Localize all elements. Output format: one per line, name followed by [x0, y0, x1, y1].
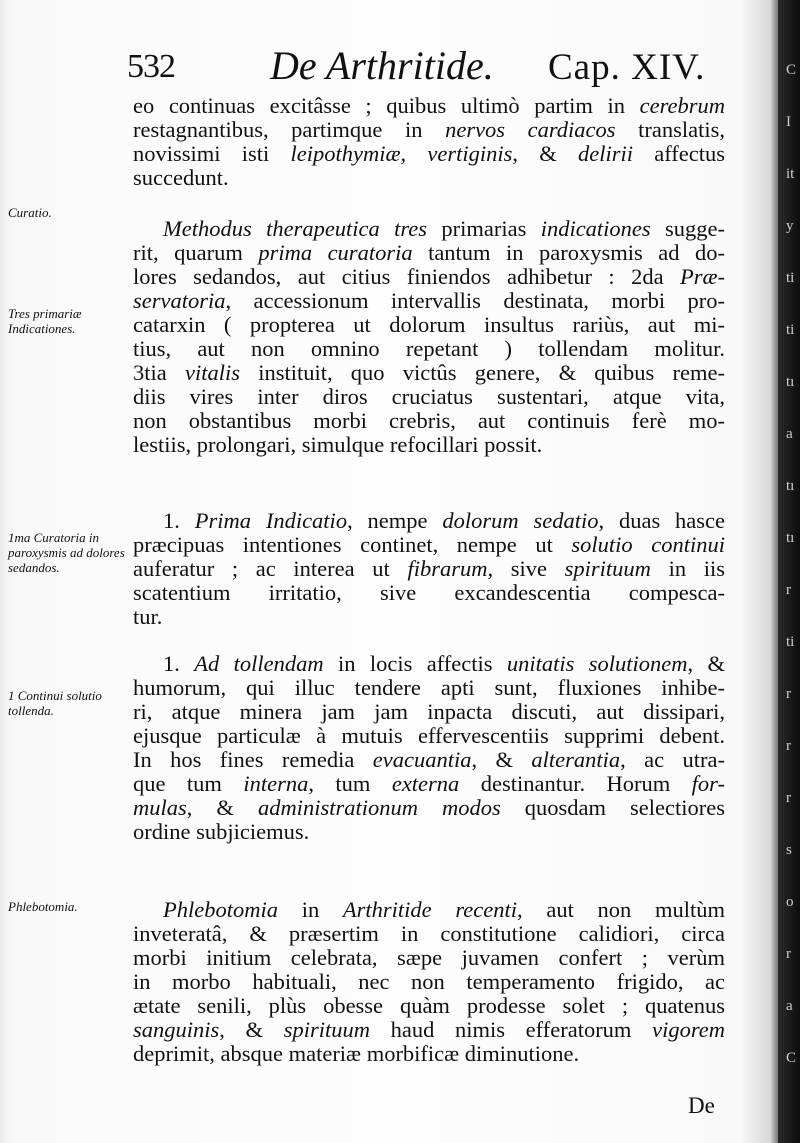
text-run: , sive [487, 556, 565, 581]
text-run: ri, atque minera jam jam inpacta discuti, aut dissipari, [133, 699, 725, 724]
margin-note-curatoria: 1ma Curatoria in paroxysmis ad dolores sedandos. [8, 530, 125, 575]
text-run: In hos fines remedia [133, 747, 373, 772]
text-run: , & [471, 747, 532, 772]
text-line [133, 361, 725, 385]
next-page-glyph: r [786, 686, 791, 702]
text-run: non obstantibus morbi crebris, aut continuis ferè mo- [133, 408, 725, 433]
next-page-glyph: y [786, 218, 794, 234]
text-line [133, 509, 725, 533]
text-run: catarxin ( propterea ut dolorum insultus rariùs, aut mi- [133, 312, 725, 337]
page-number: 532 [127, 48, 175, 85]
italic-run: for- [691, 771, 725, 796]
next-page-glyph: tı [786, 478, 795, 494]
page-header [0, 42, 800, 92]
italic-run: dolorum sedatio [442, 508, 599, 533]
italic-run: alterantia [531, 747, 621, 772]
italic-run: spirituum [564, 556, 651, 581]
text-run: , & [219, 1017, 284, 1042]
text-line [133, 820, 725, 844]
text-run: in [277, 897, 343, 922]
text-line [133, 142, 725, 166]
text-line [133, 289, 725, 313]
text-run: scatentium irritatio, sive excandescentia compesca- [133, 580, 725, 605]
text-run: , & [186, 795, 258, 820]
text-run: tius, aut non omnino repetant ) tollendam molitur. [133, 336, 725, 361]
italic-run: prima curatoria [258, 240, 413, 265]
italic-run: indicationes [540, 216, 651, 241]
catchword: De [688, 1093, 715, 1118]
next-page-glyph: I [786, 114, 791, 130]
text-run: , [400, 141, 428, 166]
text-line [133, 946, 725, 970]
italic-run: vigorem [652, 1017, 725, 1042]
text-line [133, 772, 725, 796]
text-line [133, 796, 725, 820]
margin-note-phlebotomia: Phlebotomia. [8, 899, 78, 914]
text-run: 1. [163, 651, 195, 676]
next-page-glyph: C [786, 1050, 797, 1066]
italic-run: sanguinis [133, 1017, 220, 1042]
next-page-glyph: C [786, 62, 797, 78]
text-run: affectus [632, 141, 726, 166]
next-page-glyph: it [786, 166, 795, 182]
italic-run: mulas [133, 795, 187, 820]
running-title: De Arthritide. [270, 43, 494, 88]
italic-run: cerebrum [639, 93, 725, 118]
text-run: primarias [427, 216, 541, 241]
text-line [133, 581, 725, 605]
text-run: , nempe [347, 508, 443, 533]
italic-run: solutio continui [571, 532, 725, 557]
italic-run: servatoria [133, 288, 226, 313]
next-page-glyph: r [786, 790, 791, 806]
italic-run: vertiginis [427, 141, 513, 166]
italic-run: leipothymiæ [290, 141, 401, 166]
text-run: , duas hasce [598, 508, 726, 533]
italic-run: administrationum modos [257, 795, 501, 820]
text-run: , accessionum intervallis destinata, morbi pro- [225, 288, 725, 313]
next-page-glyph: ti [786, 270, 795, 286]
next-page-glyph: s [786, 842, 792, 858]
text-line [133, 605, 725, 629]
text-line [133, 970, 725, 994]
text-run: deprimit, absque materiæ morbificæ diminutione. [133, 1041, 580, 1066]
next-page-glyph: tı [786, 530, 795, 546]
text-run: 3tia [133, 360, 185, 385]
italic-run: fibrarum [407, 556, 488, 581]
text-run: ordine subjiciemus. [133, 819, 310, 844]
text-line [133, 409, 725, 433]
text-line [133, 533, 725, 557]
text-line [133, 433, 725, 457]
text-run: translatis, [615, 117, 726, 142]
italic-run: nervos cardiacos [445, 117, 616, 142]
italic-run: vitalis [184, 360, 240, 385]
text-line [133, 676, 725, 700]
text-line [133, 724, 725, 748]
text-run: ætate senili, plùs obesse quàm prodesse solet ; quatenus [133, 993, 725, 1018]
next-page-glyph: ti [786, 634, 795, 650]
next-page-glyph: o [786, 894, 794, 910]
text-line [133, 557, 725, 581]
text-line [133, 94, 725, 118]
text-run: novissimi isti [133, 141, 291, 166]
margin-note-indicationes: Tres primariæ Indicationes. [8, 306, 82, 336]
text-run: succedunt. [133, 165, 229, 190]
text-run: in morbo habituali, nec non temperamento frigido, ac [133, 969, 725, 994]
text-run: diis vires inter diros cruciatus sustentari, atque vita, [133, 384, 725, 409]
italic-run: Præ- [680, 264, 725, 289]
italic-run: unitatis solutionem [506, 651, 688, 676]
text-run: tantum in paroxysmis ad do- [412, 240, 725, 265]
text-line [133, 217, 725, 241]
text-run: auferatur ; ac interea ut [133, 556, 408, 581]
text-run: præcipuas intentiones continet, nempe ut [133, 532, 572, 557]
italic-run: spirituum [283, 1017, 370, 1042]
chapter-heading: Cap. XIV. [548, 47, 706, 88]
next-page-glyph: r [786, 582, 791, 598]
text-line [133, 241, 725, 265]
text-run: rit, quarum [133, 240, 259, 265]
text-run: in locis affectis [323, 651, 507, 676]
text-run: que tum [133, 771, 244, 796]
text-run: , & [512, 141, 578, 166]
text-run: 1. [163, 508, 195, 533]
text-line [133, 994, 725, 1018]
next-page-glyph: tı [786, 374, 795, 390]
next-page-glyph: r [786, 946, 791, 962]
text-line [133, 265, 725, 289]
text-line [133, 700, 725, 724]
text-line [133, 337, 725, 361]
text-line [133, 922, 725, 946]
text-line [133, 898, 725, 922]
text-run: humorum, qui illuc tendere apti sunt, fluxiones inhibe- [133, 675, 725, 700]
margin-note-continui: 1 Continui solutio tollenda. [8, 688, 102, 718]
italic-run: delirii [577, 141, 633, 166]
next-page-glyph: ti [786, 322, 795, 338]
italic-run: externa [391, 771, 460, 796]
text-line [133, 652, 725, 676]
text-run: lestiis, prolongari, simulque refocillari possit. [133, 432, 543, 457]
next-page-glyph: r [786, 738, 791, 754]
text-run: , ac utra- [620, 747, 725, 772]
text-run: , tum [308, 771, 392, 796]
text-run: ejusque particulæ à mutuis effervescentiis supprimi debent. [133, 723, 725, 748]
text-run: tur. [133, 604, 163, 629]
italic-run: Prima Indicatio [194, 508, 348, 533]
text-run: , aut non multùm [517, 897, 725, 922]
text-line [133, 1018, 725, 1042]
italic-run: evacuantia [372, 747, 472, 772]
italic-run: Arthritide recenti [342, 897, 517, 922]
text-run: sugge- [650, 216, 725, 241]
text-line [133, 166, 725, 190]
text-line [133, 118, 725, 142]
italic-run: interna [243, 771, 309, 796]
margin-note-curatio: Curatio. [8, 205, 52, 220]
text-line [133, 748, 725, 772]
text-run: morbi initium celebrata, sæpe juvamen confert ; verùm [133, 945, 725, 970]
next-page-glyph: a [786, 998, 793, 1014]
next-page-glyph: a [786, 426, 793, 442]
text-run: restagnantibus, partimque in [133, 117, 446, 142]
text-run: in iis [650, 556, 726, 581]
text-line [133, 385, 725, 409]
text-line [133, 1042, 725, 1066]
text-run: haud nimis efferatorum [369, 1017, 653, 1042]
text-run: destinantur. Horum [459, 771, 692, 796]
text-run: quosdam selectiores [500, 795, 725, 820]
text-run: inveteratâ, & præsertim in constitutione calidiori, circa [133, 921, 725, 946]
text-run: lores sedandos, aut citius finiendos adhibetur : 2da [133, 264, 680, 289]
italic-run: Phlebotomia [163, 897, 278, 922]
text-line [133, 313, 725, 337]
text-run: , & [687, 651, 725, 676]
italic-run: Ad tollendam [194, 651, 324, 676]
italic-run: Methodus therapeutica tres [163, 216, 428, 241]
text-run: instituit, quo victûs genere, & quibus reme- [239, 360, 725, 385]
text-run: eo continuas excitâsse ; quibus ultimò partim in [133, 93, 640, 118]
